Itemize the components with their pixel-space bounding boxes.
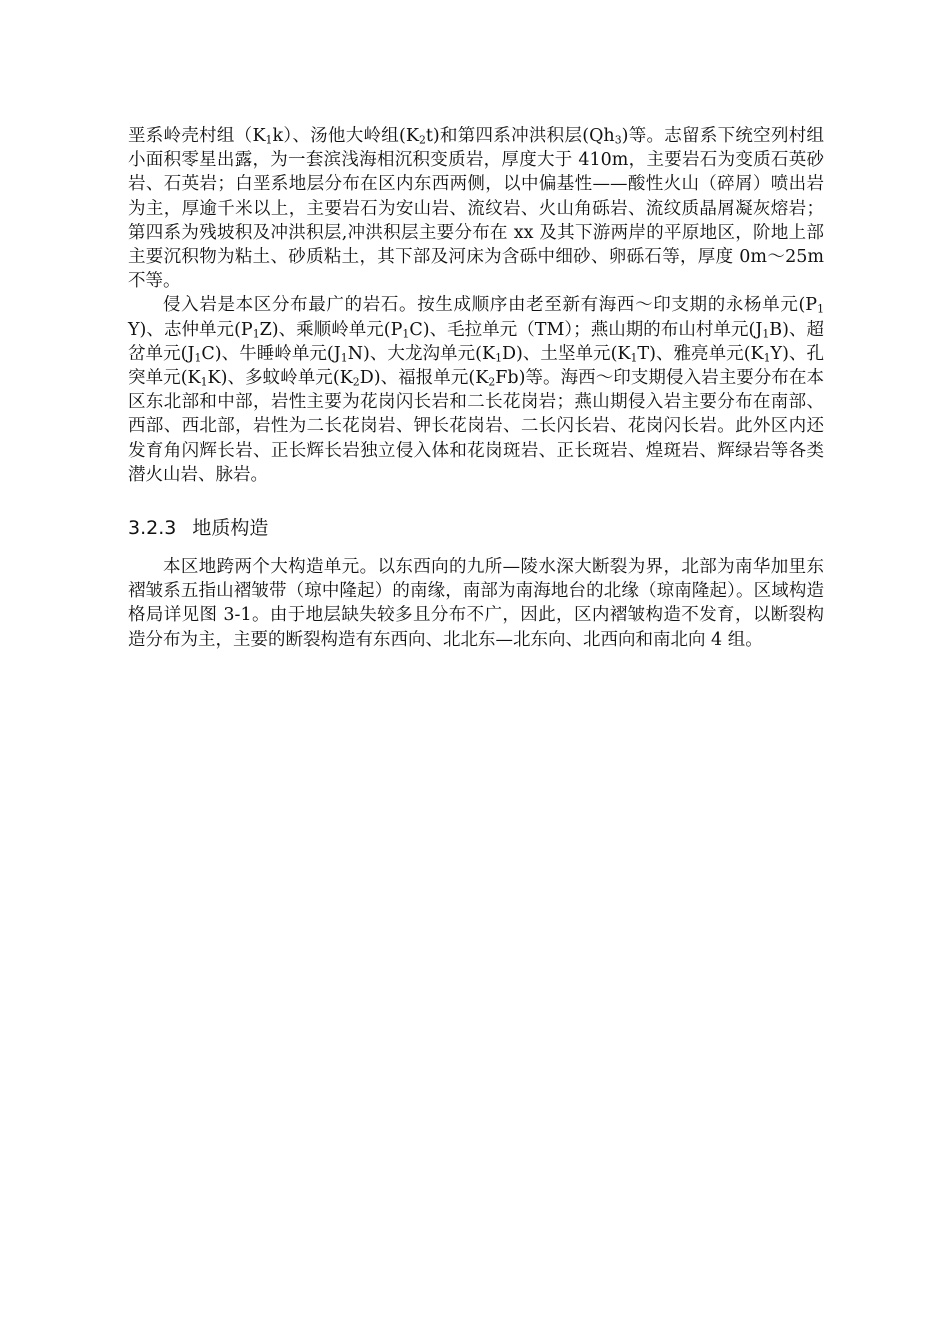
- subscript: 1: [252, 327, 260, 341]
- subscript: 2: [352, 375, 360, 389]
- paragraph: [128, 555, 824, 652]
- text-run: 侵入岩是本区分布最广的岩石。按生成顺序由老至新有海西～印支期的永杨单元(P: [163, 295, 818, 316]
- text-run: Z)、乘顺岭单元(P: [259, 319, 403, 340]
- subscript: 1: [630, 351, 638, 365]
- text-run: C)、牛睡岭单元(J: [201, 343, 341, 364]
- section-heading: [128, 515, 824, 541]
- subscript: 3: [614, 133, 622, 147]
- text-run: Fb)等。海西～印支期侵入岩主要分布在本区东北部和中部，岩性主要为花岗闪长岩和二长花岗岩；燕山期侵入岩主要分布在南部、西部、西北部，岩性为二长花岗岩、钾长花岗岩、二长闪长岩、花岗闪长岩。此外区内还发育角闪辉长岩、正长辉长岩独立侵入体和花岗斑岩、正长斑岩、煌斑岩、辉绿岩等各类潜火山岩、脉岩。: [128, 368, 825, 485]
- subscript: 2: [488, 375, 496, 389]
- text-run: N)、大龙沟单元(K: [347, 343, 496, 364]
- text-run: 垩系岭壳村组（K: [128, 126, 266, 146]
- text-run: Y)、孔突单元(K: [128, 343, 824, 389]
- text-run: )等。志留系下统空列村组小面积零星出露，为一套滨浅海相沉积变质岩，厚度大于 410m，主要岩石为变质石英砂岩、石英岩；白垩系地层分布在区内东西两侧，以中偏基性——酸性火山（碎屑）喷出岩为主，厚逾千米以上，主要岩石为安山岩、流纹岩、火山角砾岩、流纹质晶屑凝灰熔岩；第四系为残坡积及冲洪积层,冲洪积层主要分布在 xx 及其下游两岸的平原地区，阶地上部主要沉积物为粘土、砂质粘土，其下部及河床为含砾中细砂、卵砾石等，厚度 0m～25m 不等。: [128, 126, 824, 292]
- subscript: 1: [762, 327, 770, 341]
- text-run: t)和第四系冲洪积层(Qh: [425, 126, 615, 146]
- subscript: 1: [495, 351, 502, 365]
- section-title: 地质构造: [192, 517, 269, 540]
- text-run: D)、福报单元(K: [359, 368, 489, 389]
- paragraph: [128, 124, 824, 293]
- intro-paragraphs: [128, 124, 824, 487]
- subscript: 1: [817, 303, 824, 317]
- subscript: 1: [265, 133, 273, 147]
- text-run: B)、超岔单元(J: [128, 319, 825, 364]
- text-run: k）、汤他大岭组(K: [272, 126, 419, 146]
- paragraph: [128, 293, 824, 487]
- text-run: D)、土坚单元(K: [501, 343, 631, 364]
- text-run: 本区地跨两个大构造单元。以东西向的九所—陵水深大断裂为界，北部为南华加里东褶皱系五指山褶皱带（琼中隆起）的南缘，南部为南海地台的北缘（琼南隆起）。区域构造格局详见图 3-1。由于地层缺失较多且分布不广，因此，区内褶皱构造不发育，以断裂构造分布为主，主要的断裂构造有东西向、北北东—北东向、北西向和南北向 4 组。: [128, 557, 824, 650]
- text-run: C)、毛拉单元（TM）；燕山期的布山村单元(J: [409, 319, 763, 340]
- subscript: 1: [194, 351, 202, 365]
- text-run: T)、雅亮单元(K: [637, 343, 764, 364]
- subscript: 1: [763, 351, 771, 365]
- section-paragraphs: [128, 555, 824, 652]
- section-number: 3.2.3: [128, 517, 177, 540]
- text-run: Y)、志仲单元(P: [128, 319, 253, 340]
- subscript: 1: [402, 327, 410, 341]
- document-body: [128, 124, 824, 652]
- subscript: 1: [200, 375, 208, 389]
- subscript: 2: [418, 133, 426, 147]
- text-run: K)、多蚊岭单元(K: [207, 368, 353, 389]
- subscript: 1: [340, 351, 348, 365]
